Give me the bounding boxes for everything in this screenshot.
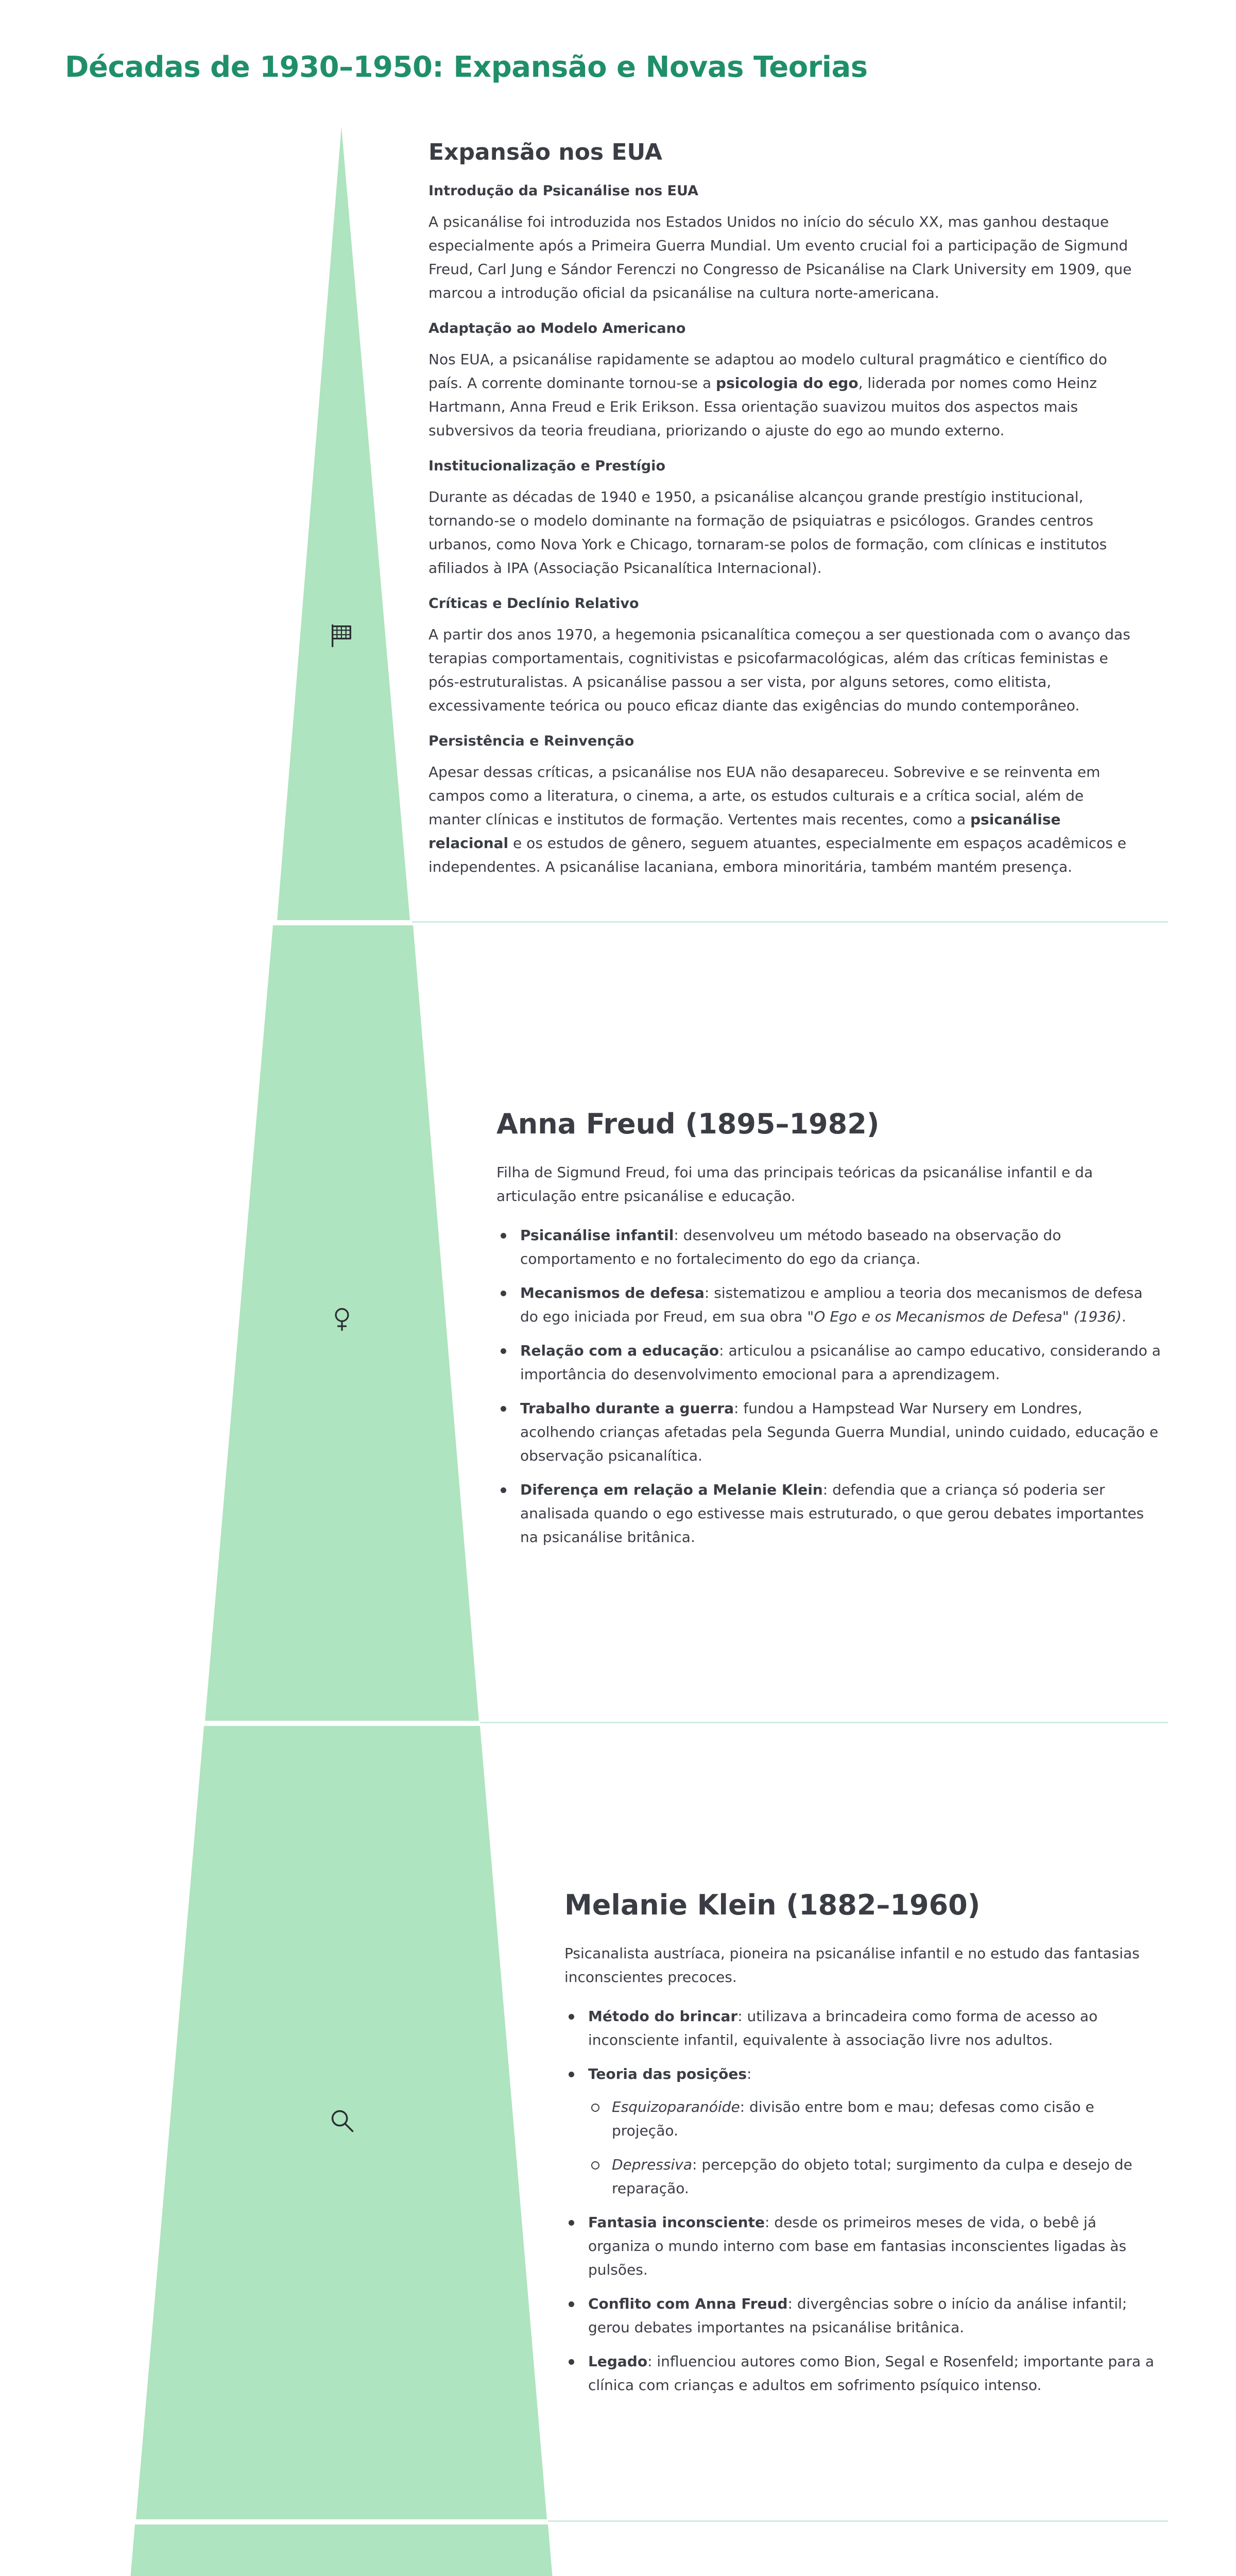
paragraph: Nos EUA, a psicanálise rapidamente se adaptou ao modelo cultural pragmático e científico do país. A corrente dominante tornou-se a psicologia do ego, liderada por nomes como Heinz Hartmann, Anna Freud e Erik Erikson. Essa orientação suavizou muitos dos aspectos mais subversivos da teoria freudiana, priorizando o ajuste do ego ao mundo externo. [428,351,1107,439]
bullet-list [496,1224,1161,1549]
list-item: Legado: influenciou autores como Bion, Segal e Rosenfeld; importante para a clínica com crianças e adultos em sofrimento psíquico intenso. [564,2350,1162,2397]
nested-list-item: Esquizoparanóide: divisão entre bom e mau; defesas como cisão e projeção. [588,2095,1162,2143]
list-item: Mecanismos de defesa: sistematizou e ampliou a teoria dos mecanismos de defesa do ego iniciada por Freud, em sua obra "O Ego e os Mecanismos de Defesa" (1936). [496,1281,1161,1329]
subsection-heading: Críticas e Declínio Relativo [428,596,639,612]
section-intro: Filha de Sigmund Freud, foi uma das principais teóricas da psicanálise infantil e da articulação entre psicanálise e educação. [496,1164,1093,1205]
nested-list-item: Depressiva: percepção do objeto total; surgimento da culpa e desejo de reparação. [588,2153,1162,2200]
section-intro: Psicanalista austríaca, pioneira na psicanálise infantil e no estudo das fantasias inconscientes precoces. [564,1945,1140,1986]
magnifier-icon [327,2105,357,2136]
paragraph: A partir dos anos 1970, a hegemonia psicanalítica começou a ser questionada com o avanço das terapias comportamentais, cognitivistas e psicofarmacológicas, além das críticas feministas e pós-estruturalistas. A psicanálise passou a ser vista, por alguns setores, como elitista, excessivamente teórica ou pouco eficaz diante das exigências do mundo contemporâneo. [428,626,1130,714]
section-divider [548,2520,1168,2522]
list-item: Método do brincar: utilizava a brincadeira como forma de acesso ao inconsciente infantil, equivalente à associação livre nos adultos. [564,2005,1162,2052]
section-divider [480,1722,1168,1723]
subsection-heading: Institucionalização e Prestígio [428,458,665,474]
subsection-heading: Introdução da Psicanálise nos EUA [428,183,698,199]
list-item: Psicanálise infantil: desenvolveu um método baseado na observação do comportamento e no fortalecimento do ego da criança. [496,1224,1161,1271]
list-item: Teoria das posições: Esquizoparanóide: divisão entre bom e mau; defesas como cisão e projeção. Depressiva: percepção do objeto total; surgimento da culpa e desejo de reparação. [564,2062,1162,2200]
subsection-heading: Persistência e Reinvenção [428,733,634,749]
list-item: Diferença em relação a Melanie Klein: defendia que a criança só poderia ser analisada quando o ego estivesse mais estruturado, o que gerou debates importantes na psicanálise britânica. [496,1478,1161,1549]
section-expansao-eua [428,139,1139,894]
paragraph: Apesar dessas críticas, a psicanálise nos EUA não desapareceu. Sobrevive e se reinventa em campos como a literatura, o cinema, a arte, os estudos culturais e a crítica social, além de manter clínicas e institutos de formação. Vertentes mais recentes, como a psicanálise relacional e os estudos de gênero, seguem atuantes, especialmente em espaços acadêmicos e independentes. A psicanálise lacaniana, embora minoritária, também mantém presença. [428,764,1126,875]
section-anna-freud [496,1108,1161,1560]
section-title: Expansão nos EUA [428,139,662,165]
pyramid-tier-4 [68,2524,616,2576]
list-item: Conflito com Anna Freud: divergências sobre o início da análise infantil; gerou debates importantes na psicanálise britânica. [564,2292,1162,2340]
flag-icon [326,620,357,651]
section-melanie-klein [564,1889,1162,2408]
pyramid-tier-1 [277,127,410,920]
female-symbol-icon [327,1303,357,1334]
section-divider [412,921,1168,923]
bullet-list [564,2005,1162,2397]
page-title: Décadas de 1930–1950: Expansão e Novas Teorias [65,50,868,84]
section-title: Anna Freud (1895–1982) [496,1108,880,1140]
nested-list [588,2095,1162,2200]
paragraph: Durante as décadas de 1940 e 1950, a psicanálise alcançou grande prestígio institucional, tornando-se o modelo dominante na formação de psiquiatras e psicólogos. Grandes centros urbanos, como Nova York e Chicago, tornaram-se polos de formação, com clínicas e institutos afiliados à IPA (Associação Psicanalítica Internacional). [428,488,1107,577]
section-title: Melanie Klein (1882–1960) [564,1889,981,1921]
list-item: Fantasia inconsciente: desde os primeiros meses de vida, o bebê já organiza o mundo interno com base em fantasias inconscientes ligadas às pulsões. [564,2211,1162,2282]
subsection-heading: Adaptação ao Modelo Americano [428,320,686,336]
list-item: Relação com a educação: articulou a psicanálise ao campo educativo, considerando a importância do desenvolvimento emocional para a aprendizagem. [496,1339,1161,1386]
list-item: Trabalho durante a guerra: fundou a Hampstead War Nursery em Londres, acolhendo crianças afetadas pela Segunda Guerra Mundial, unindo cuidado, educação e observação psicanalítica. [496,1397,1161,1468]
paragraph: A psicanálise foi introduzida nos Estados Unidos no início do século XX, mas ganhou destaque especialmente após a Primeira Guerra Mundial. Um evento crucial foi a participação de Sigmund Freud, Carl Jung e Sándor Ferenczi no Congresso de Psicanálise na Clark University em 1909, que marcou a introdução oficial da psicanálise na cultura norte-americana. [428,213,1132,301]
